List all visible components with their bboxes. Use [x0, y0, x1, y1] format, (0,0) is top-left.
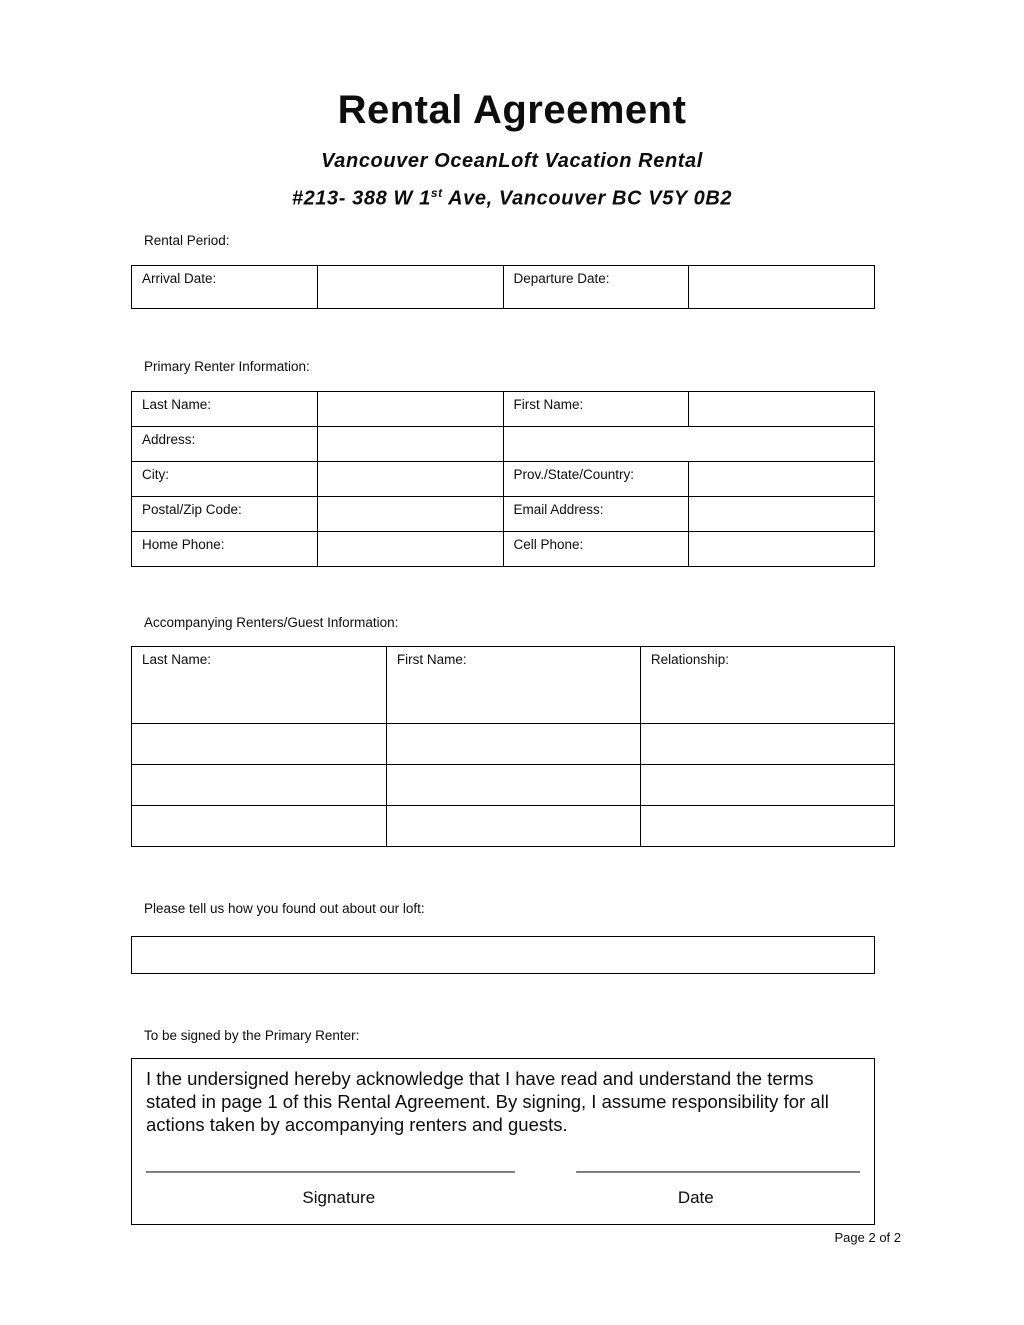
email-label: Email Address:	[503, 496, 689, 531]
guest-first-name-field[interactable]	[386, 723, 640, 764]
rental-period-table	[131, 265, 875, 309]
home-phone-field[interactable]	[317, 531, 503, 566]
arrival-date-field[interactable]	[317, 265, 503, 308]
property-address-suffix: Ave, Vancouver BC V5Y 0B2	[442, 187, 733, 210]
table-row	[132, 531, 875, 566]
accompanying-renters-table	[131, 646, 895, 847]
table-row	[132, 496, 875, 531]
signature-line[interactable]: _______________________________________	[146, 1153, 515, 1173]
signature-section-label: To be signed by the Primary Renter:	[144, 1027, 360, 1043]
prov-state-country-label: Prov./State/Country:	[503, 461, 689, 496]
referral-question-label: Please tell us how you found out about our loft:	[144, 900, 425, 916]
signature-labels	[146, 1188, 860, 1208]
table-row	[132, 265, 875, 308]
guest-first-name-field[interactable]	[386, 805, 640, 846]
signature-lines	[146, 1154, 860, 1174]
departure-date-label: Departure Date:	[503, 265, 689, 308]
guest-relationship-field[interactable]	[640, 764, 894, 805]
accompanying-section-label: Accompanying Renters/Guest Information:	[144, 614, 399, 630]
rental-period-section-label: Rental Period:	[144, 232, 230, 248]
arrival-date-label: Arrival Date:	[132, 265, 318, 308]
city-field[interactable]	[317, 461, 503, 496]
date-line[interactable]: ______________________________	[576, 1153, 860, 1173]
address-field-extra[interactable]	[503, 426, 875, 461]
guest-relationship-field[interactable]	[640, 723, 894, 764]
signature-box	[131, 1058, 875, 1225]
date-label: Date	[677, 1187, 714, 1207]
property-address-superscript: st	[430, 186, 443, 200]
property-address	[0, 186, 1024, 211]
guest-first-name-header[interactable]: First Name:	[386, 646, 640, 723]
last-name-field[interactable]	[317, 391, 503, 426]
primary-renter-table	[131, 391, 875, 567]
referral-field[interactable]	[131, 936, 875, 974]
guest-relationship-header[interactable]: Relationship:	[640, 646, 894, 723]
property-address-prefix: #213- 388 W 1	[291, 187, 431, 210]
address-label: Address:	[132, 426, 318, 461]
guest-relationship-field[interactable]	[640, 805, 894, 846]
cell-phone-label: Cell Phone:	[503, 531, 689, 566]
guest-last-name-field[interactable]	[132, 764, 387, 805]
signature-label: Signature	[302, 1187, 376, 1207]
postal-zip-field[interactable]	[317, 496, 503, 531]
table-row	[132, 391, 875, 426]
acknowledgement-text: I the undersigned hereby acknowledge that I have read and understand the terms stated in page 1 of this Rental Agreement. By signing, I assume responsibility for all actions taken by accompanying renters and guests.	[146, 1067, 829, 1135]
table-row	[132, 764, 895, 805]
city-label: City:	[132, 461, 318, 496]
primary-renter-section-label: Primary Renter Information:	[144, 358, 310, 374]
table-row	[132, 723, 895, 764]
postal-zip-label: Postal/Zip Code:	[132, 496, 318, 531]
table-row	[132, 461, 875, 496]
email-field[interactable]	[689, 496, 875, 531]
prov-state-country-field[interactable]	[689, 461, 875, 496]
first-name-label: First Name:	[503, 391, 689, 426]
home-phone-label: Home Phone:	[132, 531, 318, 566]
departure-date-field[interactable]	[689, 265, 875, 308]
cell-phone-field[interactable]	[689, 531, 875, 566]
last-name-label: Last Name:	[132, 391, 318, 426]
guest-last-name-field[interactable]	[132, 723, 387, 764]
page-number: Page 2 of 2	[834, 1229, 901, 1245]
page-subtitle: Vancouver OceanLoft Vacation Rental	[321, 150, 703, 172]
page-title: Rental Agreement	[337, 88, 687, 132]
table-row	[132, 805, 895, 846]
guest-first-name-field[interactable]	[386, 764, 640, 805]
guest-last-name-field[interactable]	[132, 805, 387, 846]
address-field[interactable]	[317, 426, 503, 461]
first-name-field[interactable]	[689, 391, 875, 426]
table-row	[132, 646, 895, 723]
table-row	[132, 426, 875, 461]
guest-last-name-header[interactable]: Last Name:	[132, 646, 387, 723]
